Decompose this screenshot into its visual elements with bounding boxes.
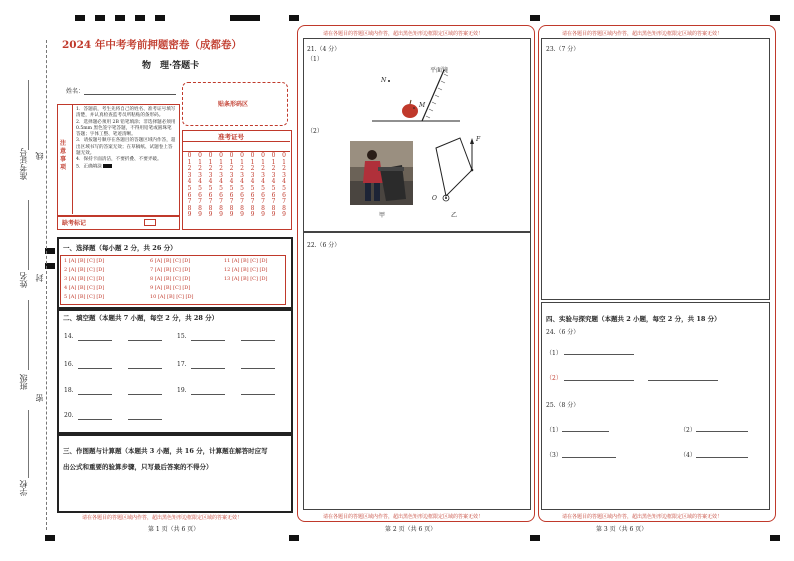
mc-question-row[interactable]: 12 [A] [B] [C] [D] (224, 267, 268, 273)
q24-blank-1[interactable] (564, 354, 634, 355)
exam-id-digit[interactable]: 8 (187, 204, 192, 212)
mc-question-row[interactable]: 4 [A] [B] [C] [D] (64, 285, 105, 291)
q24-blank-3[interactable] (648, 380, 718, 381)
diagram-label-yi: 乙 (451, 212, 458, 219)
fill-item-label: 17. (177, 361, 187, 368)
exam-id-digit[interactable]: 2 (250, 165, 255, 173)
exam-id-digit[interactable]: 3 (250, 171, 255, 179)
timing-mark (115, 15, 125, 21)
exam-id-digit[interactable]: 1 (240, 158, 244, 166)
q25-part2: （2） (680, 427, 696, 434)
exam-id-digit[interactable]: 2 (198, 165, 202, 173)
timing-mark (530, 15, 540, 21)
side-label-exam-no: 准考证号 (19, 148, 28, 180)
timing-mark (75, 15, 85, 21)
exam-id-digit[interactable]: 5 (187, 184, 192, 192)
fill-blank[interactable] (191, 394, 225, 395)
exam-id-digit[interactable]: 9 (261, 211, 265, 219)
exam-id-digit[interactable]: 8 (219, 204, 223, 212)
exam-id-digit[interactable]: 1 (208, 158, 213, 166)
side-label-name: 姓名 (19, 272, 28, 288)
exam-id-digit[interactable]: 3 (271, 171, 276, 179)
exam-id-digit[interactable]: 1 (271, 158, 276, 166)
fill-blank[interactable] (78, 368, 112, 369)
q25-blank-3[interactable] (562, 457, 616, 458)
mc-question-row[interactable]: 2 [A] [B] [C] [D] (64, 267, 105, 273)
exam-id-digit[interactable]: 0 (271, 152, 276, 159)
binding-dash-line (46, 40, 47, 530)
fill-blank[interactable] (128, 419, 162, 420)
exam-id-digit[interactable]: 2 (219, 165, 223, 173)
binding-write-line (28, 200, 29, 270)
exam-id-digit[interactable]: 6 (261, 191, 265, 199)
exam-id-digit[interactable]: 0 (198, 152, 202, 159)
exam-id-digit[interactable]: 5 (240, 184, 244, 192)
note-item: 1．答题前，考生先将自己的姓名、准考证号填写清楚，并认真检查监考员所粘贴的条形码。 (76, 107, 176, 119)
note-item-label: 5．正确填涂 (76, 164, 102, 170)
mirror-label: 平面镜 (430, 67, 449, 74)
warning-text: 请在各题目的答题区域内作答，超出黑色矩形边框限定区域的答案无效！ (323, 31, 484, 37)
exam-id-digit[interactable]: 4 (282, 178, 286, 186)
exam-id-digit[interactable]: 7 (229, 198, 234, 206)
exam-id-digit[interactable]: 3 (261, 171, 265, 179)
fill-blank[interactable] (128, 368, 162, 369)
exam-id-digit[interactable]: 6 (282, 191, 286, 199)
exam-id-digit[interactable]: 4 (208, 178, 213, 186)
exam-id-digit[interactable]: 0 (250, 152, 255, 159)
exam-id-digit-column[interactable] (185, 153, 194, 219)
exam-id-digit[interactable]: 3 (229, 171, 234, 179)
mc-question-row[interactable]: 13 [A] [B] [C] [D] (224, 276, 268, 282)
binding-write-line (28, 300, 29, 370)
exam-id-digit[interactable]: 5 (282, 184, 286, 192)
exam-id-digit[interactable]: 6 (187, 191, 192, 199)
exam-id-digit[interactable]: 7 (219, 198, 223, 206)
exam-id-digit-column[interactable] (269, 153, 278, 219)
exam-id-digit[interactable]: 7 (250, 198, 255, 206)
exam-id-digit[interactable]: 5 (250, 184, 255, 192)
fill-blank[interactable] (191, 368, 225, 369)
exam-id-digit[interactable]: 9 (271, 211, 276, 219)
exam-id-digit[interactable]: 1 (282, 158, 286, 166)
q23-label: 23.（7 分） (546, 46, 580, 53)
exam-id-digit[interactable]: 2 (271, 165, 276, 173)
exam-id-digit[interactable]: 4 (198, 178, 202, 186)
exam-id-digit[interactable]: 9 (198, 211, 202, 219)
exam-id-digit[interactable]: 0 (229, 152, 234, 159)
note-item: 4．保持卡面清洁，不要折叠、不要弄破。 (76, 157, 162, 163)
trash-can-photo (350, 141, 413, 205)
exam-id-digit[interactable]: 7 (240, 198, 244, 206)
exam-id-digit[interactable]: 8 (240, 204, 244, 212)
note-item: 3．请按题号顺序在各题目的答题区域内作答，超出区域书写的答案无效；在草稿纸、试题卷上答题无效。 (76, 138, 176, 157)
exam-id-digit[interactable]: 6 (271, 191, 276, 199)
fill-blank[interactable] (241, 394, 275, 395)
exam-id-digit[interactable]: 2 (187, 165, 192, 173)
exam-id-digit[interactable]: 1 (229, 158, 234, 166)
mc-question-row[interactable]: 7 [A] [B] [C] [D] (150, 267, 191, 273)
filled-sample-icon (103, 164, 112, 168)
mc-question-row[interactable]: 6 [A] [B] [C] [D] (150, 258, 191, 264)
exam-id-digit[interactable]: 2 (240, 165, 244, 173)
fill-item-label: 14. (64, 333, 74, 340)
exam-id-digit[interactable]: 9 (208, 211, 213, 219)
mc-question-row[interactable]: 5 [A] [B] [C] [D] (64, 294, 105, 300)
exam-id-digit[interactable]: 1 (187, 158, 192, 166)
fill-item-label: 18. (64, 387, 74, 394)
exam-id-digit[interactable]: 0 (208, 152, 213, 159)
exam-id-digit[interactable]: 4 (187, 178, 192, 186)
lever-diagram (430, 134, 490, 212)
exam-id-digit[interactable]: 8 (208, 204, 213, 212)
exam-id-digit-column[interactable] (259, 153, 268, 219)
q24-blank-2[interactable] (564, 380, 634, 381)
exam-id-digit[interactable]: 9 (282, 211, 286, 219)
q22-box (303, 232, 531, 510)
exam-id-digit-column[interactable] (238, 153, 247, 219)
exam-id-digit-column[interactable] (227, 153, 236, 219)
exam-id-digit[interactable]: 3 (198, 171, 202, 179)
exam-id-digit[interactable]: 7 (282, 198, 286, 206)
timing-mark (289, 15, 299, 21)
exam-id-digit[interactable]: 2 (261, 165, 265, 173)
exam-id-digit[interactable]: 8 (271, 204, 276, 212)
warning-text: 请在各题目的答题区域内作答，超出黑色矩形边框限定区域的答案无效！ (562, 514, 723, 520)
absent-label: 缺考标记 (62, 220, 87, 227)
exam-id-digit-column[interactable] (248, 153, 257, 219)
name-label: 姓名： (66, 88, 85, 95)
exam-id-digit-column[interactable] (196, 153, 205, 219)
exam-id-digit[interactable]: 0 (187, 152, 192, 159)
mc-question-row[interactable]: 1 [A] [B] [C] [D] (64, 258, 105, 264)
exam-id-digit-column[interactable] (280, 153, 289, 219)
section2-title: 二、填空题（本题共 7 小题，每空 2 分，共 28 分） (63, 314, 219, 322)
page-number: 第 1 页（共 6 页） (148, 526, 200, 533)
exam-id-digit[interactable]: 7 (271, 198, 276, 206)
fill-blank[interactable] (78, 419, 112, 420)
warning-text: 请在各题目的答题区域内作答，超出黑色矩形边框限定区域的答案无效！ (82, 515, 243, 521)
exam-id-digit[interactable]: 0 (240, 152, 244, 159)
exam-id-digit[interactable]: 6 (250, 191, 255, 199)
note-item (76, 164, 176, 171)
q25-blank-2[interactable] (696, 431, 748, 432)
exam-id-digit[interactable]: 1 (198, 158, 202, 166)
mc-question-row[interactable]: 3 [A] [B] [C] [D] (64, 276, 105, 282)
section1-title: 一、选择题（每小题 2 分，共 26 分） (63, 244, 177, 252)
timing-mark (770, 15, 780, 21)
side-label-school: 学校 (19, 480, 28, 496)
exam-id-digit[interactable]: 1 (261, 158, 265, 166)
fill-blank[interactable] (78, 340, 112, 341)
exam-id-digit[interactable]: 1 (219, 158, 223, 166)
exam-id-digit[interactable]: 6 (240, 191, 244, 199)
exam-id-digit[interactable]: 2 (229, 165, 234, 173)
exam-id-digit[interactable]: 4 (271, 178, 276, 186)
exam-id-label: 准考证号 (218, 133, 244, 141)
exam-id-digit[interactable]: 3 (282, 171, 286, 179)
exam-id-digit[interactable]: 5 (208, 184, 213, 192)
q21-part1: （1） (307, 56, 323, 63)
notes-divider (72, 104, 73, 214)
binding-write-line (28, 410, 29, 478)
q25-blank-1[interactable] (562, 431, 609, 432)
exam-id-digit[interactable]: 1 (250, 158, 255, 166)
force-f-label: F (476, 136, 481, 143)
section3-title-line1: 三、作图题与计算题（本题共 3 小题，共 16 分，计算题在解答时应写 (63, 447, 268, 455)
timing-mark (230, 15, 260, 21)
timing-mark (155, 15, 165, 21)
exam-id-digit[interactable]: 9 (187, 211, 192, 219)
timing-mark (45, 535, 55, 541)
exam-id-digit[interactable]: 8 (229, 204, 234, 212)
timing-mark (95, 15, 105, 21)
exam-id-digit[interactable]: 5 (229, 184, 234, 192)
exam-id-digit[interactable]: 0 (261, 152, 265, 159)
exam-id-digit[interactable]: 4 (229, 178, 234, 186)
mc-question-row[interactable]: 9 [A] [B] [C] [D] (150, 285, 191, 291)
notes-label: 注意事项 (60, 140, 67, 171)
fill-item-label: 16. (64, 361, 74, 368)
mc-question-row[interactable]: 8 [A] [B] [C] [D] (150, 276, 191, 282)
fill-item-label: 15. (177, 333, 187, 340)
exam-id-digit[interactable]: 8 (198, 204, 202, 212)
exam-id-digit[interactable]: 9 (240, 211, 244, 219)
subject-title: 物 理·答题卡 (142, 61, 200, 71)
q25-part1: （1） (546, 427, 562, 434)
page-number: 第 3 页（共 6 页） (596, 526, 648, 533)
q25-label: 25.（8 分） (546, 402, 580, 409)
fill-blank[interactable] (241, 368, 275, 369)
warning-text: 请在各题目的答题区域内作答，超出黑色矩形边框限定区域的答案无效！ (323, 514, 484, 520)
exam-id-digit[interactable]: 3 (208, 171, 213, 179)
name-field[interactable] (84, 94, 176, 95)
section3-title-line2: 出公式和重要的验算步骤，只写最后答案的不得分） (63, 463, 213, 471)
q24-part1: （1） (546, 350, 562, 357)
exam-id-digit-column[interactable] (217, 153, 226, 219)
barcode-label: 贴条形码区 (218, 101, 249, 108)
exam-id-digit[interactable]: 8 (250, 204, 255, 212)
fill-blank[interactable] (241, 340, 275, 341)
exam-id-digit[interactable]: 3 (219, 171, 223, 179)
exam-id-digit[interactable]: 7 (261, 198, 265, 206)
exam-id-digit-column[interactable] (206, 153, 215, 219)
side-label-secret: 密 (35, 394, 44, 402)
calc-section-box (57, 432, 293, 513)
q21-label: 21.（4 分） (307, 46, 341, 53)
mirror-diagram (360, 60, 470, 125)
exam-id-digit[interactable]: 5 (271, 184, 276, 192)
exam-id-digit[interactable]: 5 (219, 184, 223, 192)
side-label-seal: 封 (35, 274, 44, 282)
warning-text: 请在各题目的答题区域内作答，超出黑色矩形边框限定区域的答案无效！ (562, 31, 723, 37)
point-o-label: O (432, 195, 437, 202)
exam-id-digit[interactable]: 0 (219, 152, 223, 159)
q25-blank-4[interactable] (696, 457, 748, 458)
fill-blank[interactable] (128, 340, 162, 341)
exam-id-digit[interactable]: 0 (282, 152, 286, 159)
q25-part4: （4） (680, 452, 696, 459)
exam-id-digit[interactable]: 5 (198, 184, 202, 192)
exam-id-digit[interactable]: 6 (198, 191, 202, 199)
exam-id-digit[interactable]: 9 (219, 211, 223, 219)
mc-question-row[interactable]: 11 [A] [B] [C] [D] (224, 258, 268, 264)
note-item: 2．选择题必须用 2B 铅笔填涂；非选择题必须用 0.5mm 黑色签字笔答题，不得用铅笔或圆珠笔答题；字体工整、笔迹清晰。 (76, 119, 176, 138)
exam-id-digit[interactable]: 6 (208, 191, 213, 199)
timing-mark (770, 535, 780, 541)
exam-id-digit[interactable]: 6 (229, 191, 234, 199)
exam-id-digit[interactable]: 6 (219, 191, 223, 199)
photo-label-jia: 甲 (379, 212, 386, 219)
exam-id-digit[interactable]: 4 (250, 178, 255, 186)
q25-part3: （3） (546, 452, 562, 459)
fill-blank[interactable] (78, 394, 112, 395)
timing-mark (135, 15, 145, 21)
exam-id-digit[interactable]: 9 (229, 211, 234, 219)
fill-blank[interactable] (128, 394, 162, 395)
exam-id-digit[interactable]: 7 (198, 198, 202, 206)
timing-mark (530, 535, 540, 541)
exam-id-digit[interactable]: 8 (282, 204, 286, 212)
exam-id-digit[interactable]: 4 (219, 178, 223, 186)
exam-id-digit[interactable]: 2 (208, 165, 213, 173)
exam-id-digit[interactable]: 4 (240, 178, 244, 186)
binding-write-line (28, 80, 29, 150)
exam-id-digit[interactable]: 3 (240, 171, 244, 179)
exam-id-digit[interactable]: 7 (187, 198, 192, 206)
timing-mark (289, 535, 299, 541)
q21-part2: （2） (307, 128, 323, 135)
fill-blank[interactable] (191, 340, 225, 341)
mc-question-row[interactable]: 10 [A] [B] [C] [D] (150, 294, 194, 300)
exam-id-digit[interactable]: 2 (282, 165, 286, 173)
section4-title: 四、实验与探究题（本题共 2 小题，每空 2 分，共 18 分） (546, 315, 721, 323)
exam-id-header-line (182, 141, 290, 142)
notes-list (76, 107, 176, 170)
q22-label: 22.（6 分） (307, 242, 341, 249)
exam-id-digit[interactable]: 9 (250, 211, 255, 219)
exam-id-digit[interactable]: 8 (261, 204, 265, 212)
side-label-line: 线 (35, 152, 44, 160)
fill-item-label: 20. (64, 412, 74, 419)
exam-title: 2024 年中考考前押题密卷（成都卷） (62, 39, 242, 51)
point-m-label: M (419, 102, 426, 109)
exam-id-digit[interactable]: 4 (261, 178, 265, 186)
page-number: 第 2 页（共 6 页） (385, 526, 437, 533)
q24-label: 24.（6 分） (546, 329, 580, 336)
q24-part2: （2） (546, 375, 562, 382)
absent-checkbox[interactable] (144, 219, 156, 226)
exam-id-digit[interactable]: 3 (187, 171, 192, 179)
fill-section-box (57, 307, 293, 436)
point-n-label: N (381, 77, 387, 84)
side-label-class: 班级 (19, 374, 28, 390)
q23-box (541, 38, 770, 300)
exam-id-digit[interactable]: 5 (261, 184, 265, 192)
exam-id-digit[interactable]: 7 (208, 198, 213, 206)
fill-item-label: 19. (177, 387, 187, 394)
